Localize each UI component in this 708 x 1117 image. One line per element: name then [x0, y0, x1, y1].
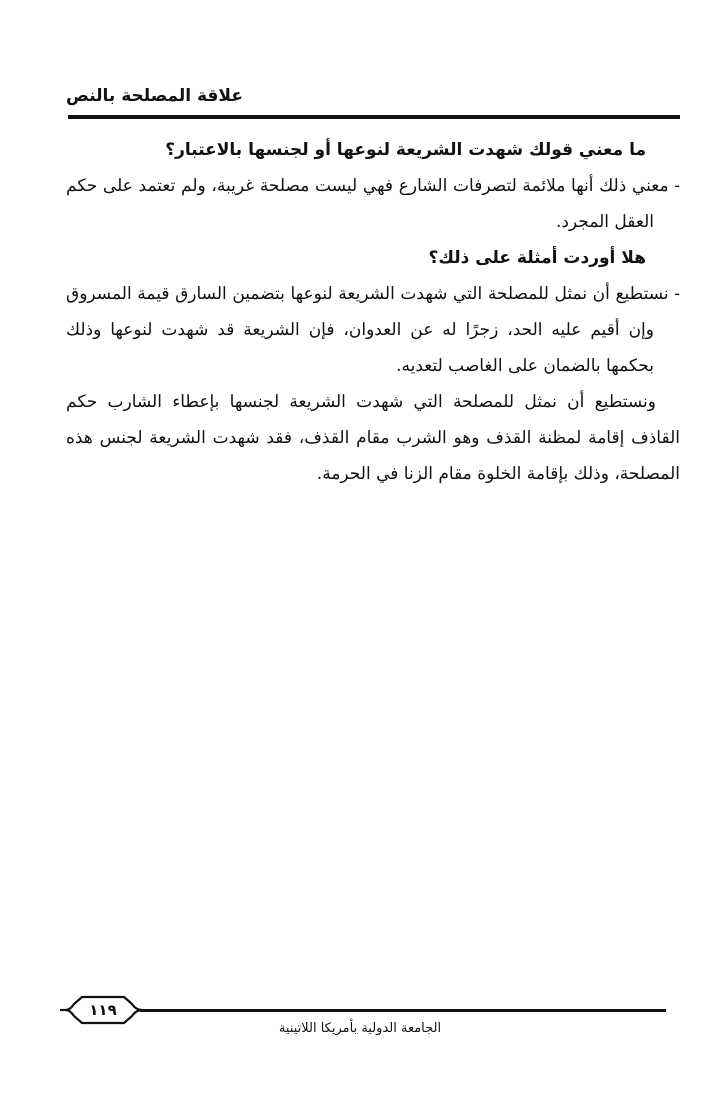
header-rule — [68, 115, 680, 119]
answer-paragraph: - نستطيع أن نمثل للمصلحة التي شهدت الشريعة لنوعها بتضمين السارق قيمة المسروق وإن أقيم عليه الحد، زجرًا له عن العدوان، فإن الشريعة قد شهدت لنوعها وذلك بحكمها بالضمان على الغاصب لتعديه. — [66, 284, 680, 376]
publisher-name: الجامعة الدولية بأمريكا اللاتينية — [278, 1021, 442, 1036]
body-paragraph: ونستطيع أن نمثل للمصلحة التي شهدت الشريعة لجنسها بإعطاء الشارب حكم القاذف إقامة لمظنة القذف وهو الشرب مقام القذف، فقد شهدت الشريعة لجنس هذه المصلحة، وذلك بإقامة الخلوة مقام الزنا في الحرمة. — [66, 392, 680, 484]
page-number: ١١٩ — [89, 1001, 117, 1019]
question-heading: هلا أوردت أمثلة على ذلك؟ — [428, 248, 646, 268]
question-heading: ما معني قولك شهدت الشريعة لنوعها أو لجنسها بالاعتبار؟ — [165, 140, 646, 160]
page-body — [66, 132, 680, 492]
page-number-badge — [60, 993, 146, 1027]
running-header: علاقة المصلحة بالنص — [66, 86, 243, 106]
footer-rule — [140, 1009, 666, 1012]
answer-paragraph: - معني ذلك أنها ملائمة لتصرفات الشارع فهي ليست مصلحة غريبة، ولم تعتمد على حكم العقل المجرد. — [66, 176, 680, 232]
